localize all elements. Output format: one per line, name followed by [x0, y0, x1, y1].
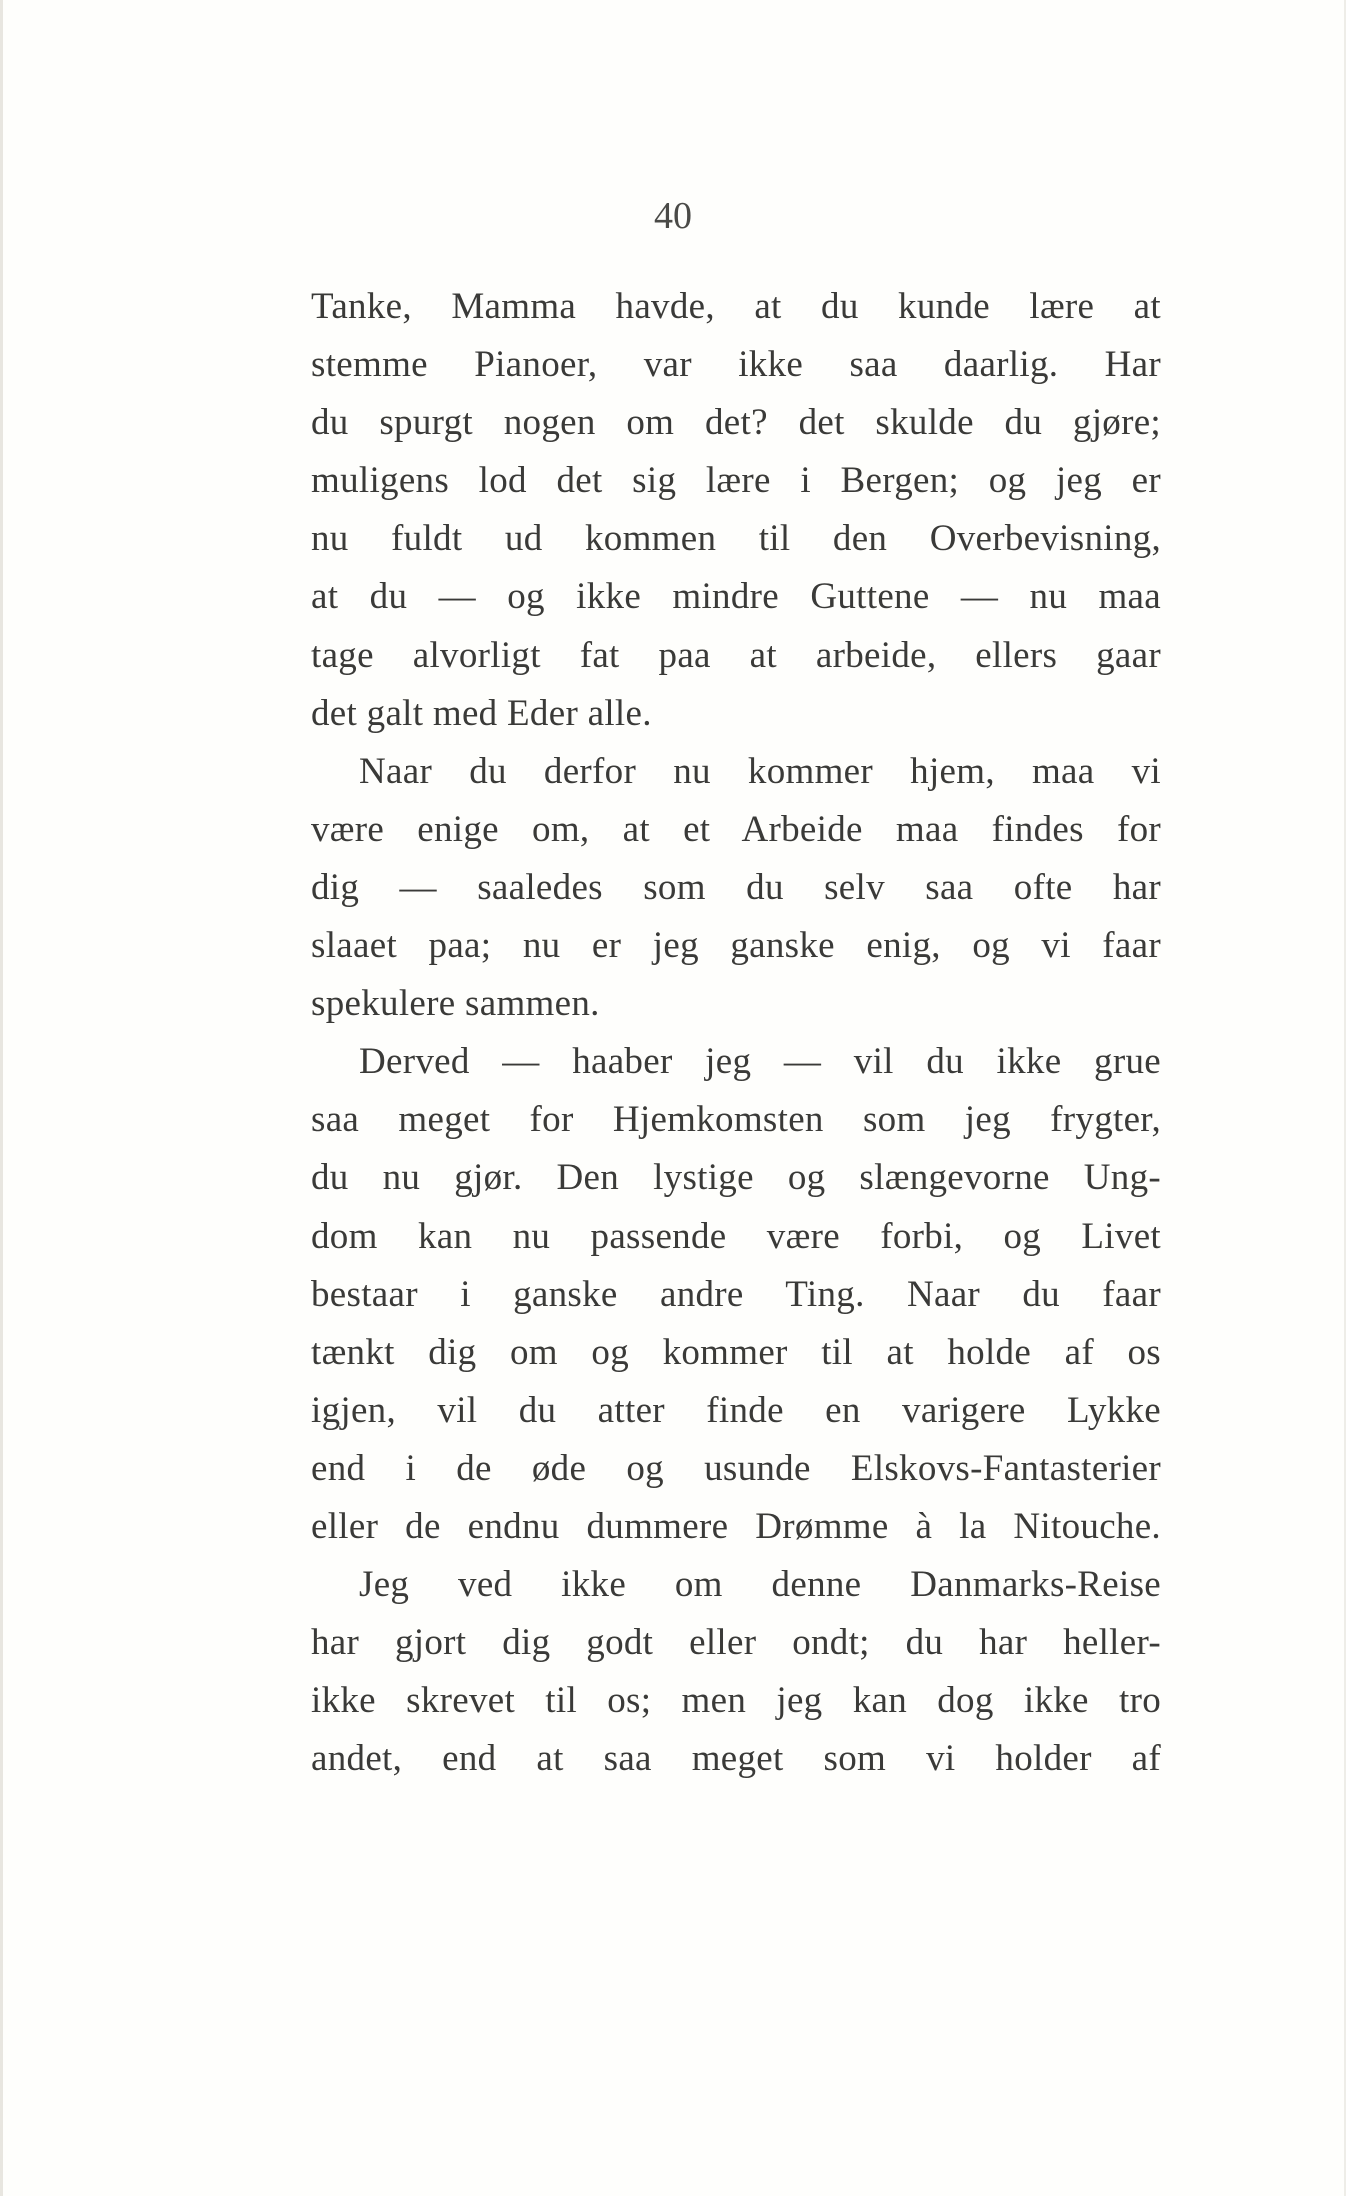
text-line: igjen, vil du atter finde en varigere Lykke: [311, 1389, 1161, 1431]
text-line: dom kan nu passende være forbi, og Livet: [311, 1215, 1161, 1257]
text-line: end i de øde og usunde Elskovs-Fantasterier: [311, 1447, 1161, 1489]
text-line: Naar du derfor nu kommer hjem, maa vi: [359, 750, 1161, 792]
page-number: 40: [654, 195, 692, 237]
text-line: muligens lod det sig lære i Bergen; og jeg er: [311, 460, 1161, 502]
text-line: Jeg ved ikke om denne Danmarks-Reise: [359, 1564, 1161, 1606]
text-line: ikke skrevet til os; men jeg kan dog ikke tro: [311, 1680, 1161, 1722]
text-line: eller de endnu dummere Drømme à la Nitouche.: [311, 1505, 1161, 1547]
text-line: nu fuldt ud kommen til den Overbevisning,: [311, 518, 1161, 560]
text-line: du nu gjør. Den lystige og slængevorne Ung-: [311, 1157, 1161, 1199]
text-line: det galt med Eder alle.: [311, 692, 652, 734]
text-line: tænkt dig om og kommer til at holde af os: [311, 1331, 1161, 1373]
text-line: tage alvorligt fat paa at arbeide, ellers gaar: [311, 634, 1161, 676]
page-edge-left: [0, 0, 3, 2196]
text-line: stemme Pianoer, var ikke saa daarlig. Har: [311, 344, 1161, 386]
text-line: være enige om, at et Arbeide maa findes for: [311, 808, 1161, 850]
text-line: saa meget for Hjemkomsten som jeg frygter,: [311, 1099, 1161, 1141]
text-line: Tanke, Mamma havde, at du kunde lære at: [311, 286, 1161, 327]
text-line: slaaet paa; nu er jeg ganske enig, og vi faar: [311, 925, 1161, 967]
text-line: spekulere sammen.: [311, 983, 600, 1025]
text-line: dig — saaledes som du selv saa ofte har: [311, 866, 1161, 908]
text-line: at du — og ikke mindre Guttene — nu maa: [311, 576, 1161, 618]
text-line: andet, end at saa meget som vi holder af: [311, 1738, 1161, 1780]
text-line: har gjort dig godt eller ondt; du har heller-: [311, 1622, 1161, 1664]
body-text: [311, 278, 1161, 1788]
text-line: bestaar i ganske andre Ting. Naar du faar: [311, 1273, 1161, 1315]
text-line: Derved — haaber jeg — vil du ikke grue: [359, 1041, 1161, 1083]
text-line: du spurgt nogen om det? det skulde du gjøre;: [311, 402, 1161, 444]
